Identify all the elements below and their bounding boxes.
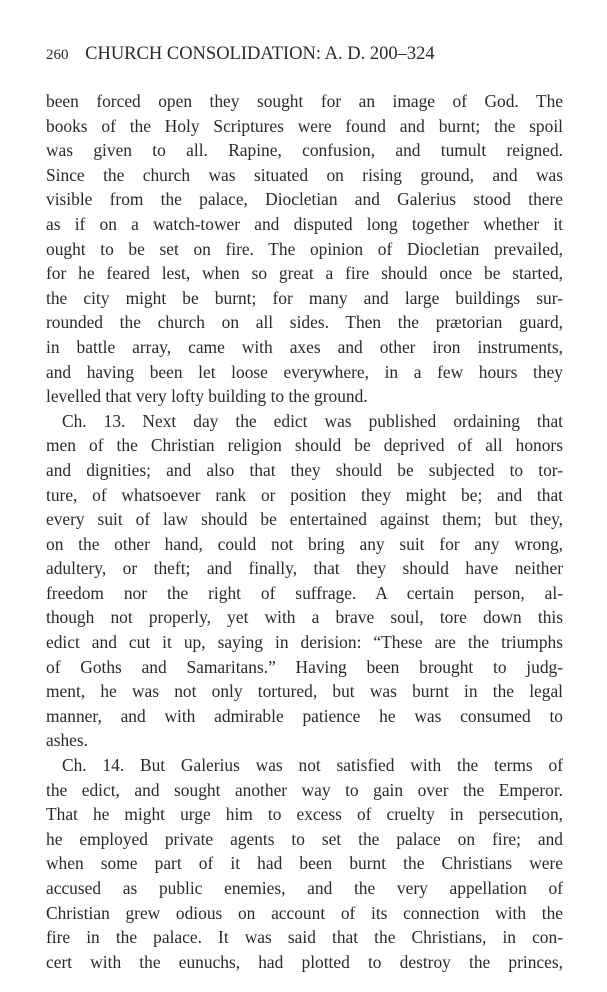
text-line: for he feared lest, when so great a fire should once be started, xyxy=(46,263,563,284)
text-line: freedom nor the right of suffrage. A certain person, al- xyxy=(46,582,563,603)
text-line: levelled that very lofty building to the ground. xyxy=(46,386,368,407)
text-line: as if on a watch-tower and disputed long together whether it xyxy=(46,213,563,234)
text-line: been forced open they sought for an image of God. The xyxy=(46,91,563,111)
text-line: That he might urge him to excess of cruelty in persecution, xyxy=(46,804,563,825)
running-header xyxy=(46,44,566,65)
text-line: accused as public enemies, and the very appellation of xyxy=(46,878,563,898)
text-line: ment, he was not only tortured, but was burnt in the legal xyxy=(46,681,563,702)
text-line: Ch. 13. Next day the edict was published ordaining that xyxy=(62,410,563,431)
body-text xyxy=(46,89,563,974)
text-line: manner, and with admirable patience he was consumed to xyxy=(46,705,563,726)
text-line: on the other hand, could not bring any suit for any wrong, xyxy=(46,533,563,554)
text-line: the edict, and sought another way to gain over the Emperor. xyxy=(46,779,563,800)
text-line: in battle array, came with axes and other iron instruments, xyxy=(46,336,563,357)
running-title: CHURCH CONSOLIDATION: A. D. 200–324 xyxy=(85,44,435,64)
text-line: adultery, or theft; and finally, that they should have neither xyxy=(46,558,563,579)
text-line: was given to all. Rapine, confusion, and tumult reigned. xyxy=(46,140,563,161)
text-line: fire in the palace. It was said that the Christians, in con- xyxy=(46,927,563,948)
text-line: every suit of law should be entertained against them; but they, xyxy=(46,509,563,530)
page-number: 260 xyxy=(46,47,69,63)
text-line: Since the church was situated on rising ground, and was xyxy=(46,164,563,185)
text-line: the city might be burnt; for many and large buildings sur- xyxy=(46,287,563,308)
text-line: Ch. 14. But Galerius was not satisfied with the terms of xyxy=(62,755,563,776)
text-line: ture, of whatsoever rank or position they might be; and that xyxy=(46,484,563,505)
text-line: cert with the eunuchs, had plotted to destroy the princes, xyxy=(46,951,563,972)
text-line: when some part of it had been burnt the Christians were xyxy=(46,853,563,874)
text-line: rounded the church on all sides. Then the prætorian guard, xyxy=(46,312,563,333)
text-line: edict and cut it up, saying in derision: “These are the triumphs xyxy=(46,632,563,653)
text-line: of Goths and Samaritans.” Having been brought to judg- xyxy=(46,656,563,677)
text-line: he employed private agents to set the palace on fire; and xyxy=(46,828,563,849)
text-line: men of the Christian religion should be deprived of all honors xyxy=(46,435,563,456)
text-line: and having been let loose everywhere, in a few hours they xyxy=(46,361,563,382)
text-line: visible from the palace, Diocletian and Galerius stood there xyxy=(46,189,563,210)
text-line: ashes. xyxy=(46,730,89,751)
text-line: and dignities; and also that they should be subjected to tor- xyxy=(46,459,563,480)
text-line: books of the Holy Scriptures were found and burnt; the spoil xyxy=(46,115,563,136)
text-line: though not properly, yet with a brave soul, tore down this xyxy=(46,607,563,628)
text-line: Christian grew odious on account of its connection with the xyxy=(46,902,563,923)
text-line: ought to be set on fire. The opinion of Diocletian prevailed, xyxy=(46,238,563,259)
